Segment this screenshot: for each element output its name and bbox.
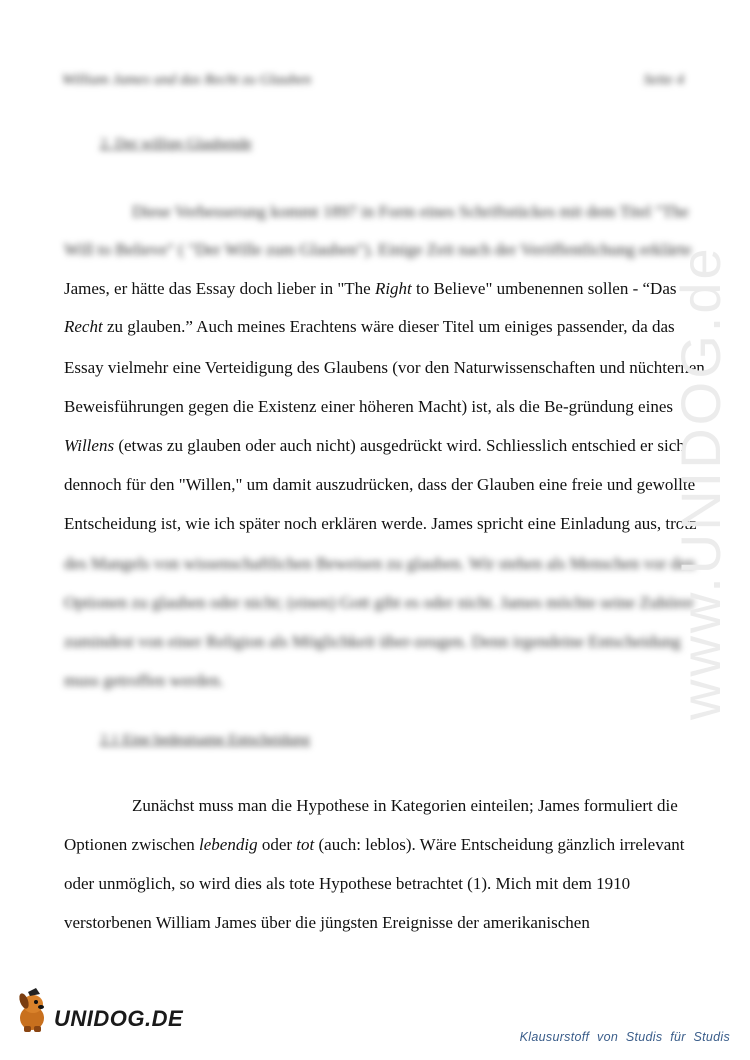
paragraph-line: muss getroffen werden.: [64, 671, 224, 690]
paragraph-line: Beweisführungen gegen die Existenz einer höheren Macht) ist, als die Be-gründung eines: [64, 397, 673, 416]
paragraph-line: Zunächst muss man die Hypothese in Kategorien einteilen; James formuliert die: [132, 796, 678, 815]
unidog-logo[interactable]: [12, 988, 183, 1034]
paragraph-line: Will to Believe" ( "Der Wille zum Glauben"). Einige Zeit nach der Veröffentlichung erklärte: [64, 240, 692, 259]
paragraph-line: Essay vielmehr eine Verteidigung des Glaubens (vor den Naturwissenschaften und nüchternen: [64, 358, 705, 377]
paragraph-line: Optionen zwischen lebendig oder tot (auch: leblos). Wäre Entscheidung gänzlich irrelevant: [64, 835, 685, 854]
paragraph-line: zumindest von einer Religion als Möglichkeit über-zeugen. Denn irgendeine Entscheidung: [64, 632, 681, 651]
paragraph-line: Diese Verbesserung kommt 1897 in Form eines Schriftstückes mit dem Titel "The: [132, 202, 689, 221]
paragraph-line: James, er hätte das Essay doch lieber in "The Right to Believe" umbenennen sollen - “Das: [64, 279, 677, 298]
paragraph-line: Willens (etwas zu glauben oder auch nicht) ausgedrückt wird. Schliesslich entschied er sich: [64, 436, 685, 455]
header-title: William James und das Recht zu Glauben: [62, 72, 312, 88]
footer-tagline: Klausurstoff von Studis für Studis: [519, 1030, 730, 1044]
paragraph-line: Entscheidung ist, wie ich später noch erklären werde. James spricht eine Einladung aus, trotz: [64, 514, 697, 533]
logo-text: UNIDOG.DE: [54, 1006, 184, 1031]
section-heading-2: 2.1 Eine bedeutsame Entscheidung: [100, 732, 310, 748]
paragraph-line: Recht zu glauben.” Auch meines Erachtens wäre dieser Titel um einiges passender, da das: [64, 317, 675, 336]
site-watermark: www.UNIDOG.de: [669, 245, 732, 720]
paragraph-line: Optionen zu glauben oder nicht; (einen) Gott gibt es oder nicht. James möchte seine Zuhörer: [64, 593, 695, 612]
page-header: [62, 72, 684, 89]
dog-mascot-icon: [12, 988, 56, 1034]
paragraph-line: des Mangels von wissenschaftlichen Beweisen zu glauben. Wir stehen als Menschen vor den: [64, 554, 696, 573]
section-heading-1: 2. Der willige Glaubende: [100, 136, 252, 152]
paragraph-line: oder unmöglich, so wird dies als tote Hypothese betrachtet (1). Mich mit dem 1910: [64, 874, 631, 893]
paragraph-line: dennoch für den "Willen," um damit auszudrücken, dass der Glauben eine freie und gewollte: [64, 475, 696, 494]
header-page-number: Seite 4: [643, 72, 684, 88]
paragraph-line: verstorbenen William James über die jüngsten Ereignisse der amerikanischen: [64, 913, 590, 932]
